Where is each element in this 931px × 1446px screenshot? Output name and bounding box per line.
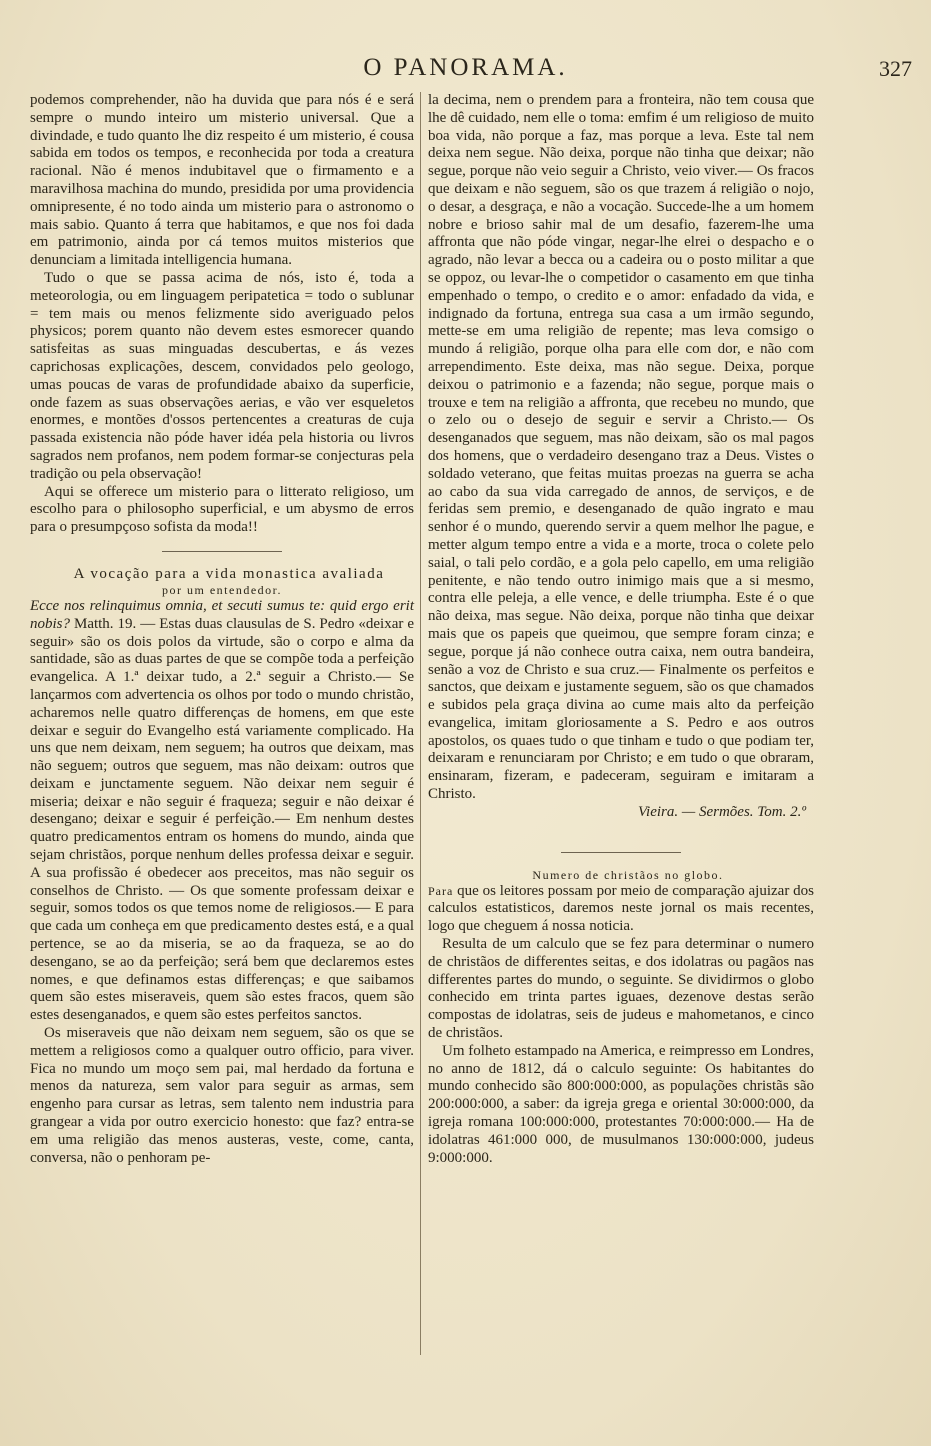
paragraph: podemos comprehender, não ha duvida que para nós é e será sempre o mundo inteiro um misterio universal. Que a divindade, e tudo quanto lhe diz respeito é um misterio, é cousa sabida em todos os tempos, e reconhecida por toda a creatura racional. Não é menos indubitavel que o firmamento e a maravilhosa machina do mundo, presidida por uma providencia omnipresente, é no todo ainda um misterio para o astronomo o mais sabio. Quanto á terra que habitamos, e que nos foi dada em patrimonio, ainda por cá temos muitos misterios que denunciam a limitada intelligencia humana. bbox=[30, 92, 414, 269]
page-number: 327 bbox=[879, 56, 912, 81]
section-heading-line: A vocação para a vida monastica avaliada bbox=[73, 565, 385, 582]
section-rule bbox=[162, 551, 282, 552]
left-column bbox=[30, 92, 414, 1167]
page-title: O PANORAMA. bbox=[363, 54, 568, 81]
section-rule bbox=[561, 852, 681, 853]
paragraph: Aqui se offerece um misterio para o litterato religioso, um escolho para o philosopho superficial, e um abysmo de erros para o presumpçoso sofista da moda!! bbox=[30, 483, 414, 536]
column-divider bbox=[420, 92, 421, 1355]
section-heading-line: por um entendedor. bbox=[162, 582, 282, 597]
paragraph-text: que os leitores possam por meio de comparação ajuizar dos calculos estatisticos, daremos neste jornal os mais recentes, logo que cheguem á nossa noticia. bbox=[428, 882, 814, 935]
drop-word: Para bbox=[428, 883, 454, 898]
paragraph: Resulta de um calculo que se fez para determinar o numero de christãos de differentes seitas, e dos idolatras ou pagãos nas differentes partes do mundo, o seguinte. Se dividirmos o globo conhecido em trinta partes iguaes, dezenove destas serão compostas de idolatras, seis de judeus e mahometanos, e cinco de christãos. bbox=[428, 936, 814, 1042]
paragraph: Um folheto estampado na America, e reimpresso em Londres, no anno de 1812, dá o calculo seguinte: Os habitantes do mundo conhecido são 800:000:000, as populações christãs são 200:000:000, a saber: da igreja grega e oriental 30:000:000, da igreja romana 100:000:000, protestantes 70:000:000.— Ha de idolatras 461:000 000, de musulmanos 130:000:000, judeus 9:000:000. bbox=[428, 1042, 814, 1166]
latin-quote: Ecce nos relinquimus omnia, et secuti sumus te: quid ergo erit nobis? bbox=[30, 597, 414, 632]
paragraph: Tudo o que se passa acima de nós, isto é, toda a meteorologia, ou em linguagem peripatetica = todo o sublunar = tem mais ou menos felizmente sido averiguado pelos physicos; porem quanto não devem estes esmorecer quando satisfeitas as suas minguadas descubertas, e ás vezes caprichosas explicações, descem, convidados pelo geologo, umas poucas de varas de profundidade abaixo da superficie, onde fazem as suas observações aerias, e vão ver esqueletos enormes, e montões d'ossos pertencentes a creaturas de cuja passada existencia não póde haver idéa pela historia ou livros sagrados nem profanos, nem podem formar-se conjecturas pela tradição ou pela observação! bbox=[30, 269, 414, 482]
paragraph: la decima, nem o prendem para a fronteira, não tem cousa que lhe dê cuidado, nem elle o toma: emfim é um religioso de muito boa vida, não porque a faz, mas porque a leva. Este tal nem deixa nem segue. Não deixa, porque não tinha que deixar; não segue, porque não veio seguir a Christo, veio viver.— Os fracos que deixam e não seguem, são os que trazem á religião o nojo, o desar, a desgraça, e não a vocação. Succede-lhe a um homem nobre e brioso sahir mal de um desafio, fazerem-lhe uma affronta que não póde vingar, negar-lhe elrei o despacho e o agrado, não levar a becca ou a cadeira ou o posto militar a que se oppoz, ou levar-lhe o competidor o casamento em que tinha empenhado o tempo, o credito e o amor: enfadado da vida, e indignado da fortuna, entrega sua casa a um irmão segundo, mette-se em uma religião de repente; mas leva comsigo o mundo á religião, porque olha para elle com dor, e não com arrependimento. Este deixa, mas não segue. Deixa, porque deixou o patrimonio e a fazenda; não segue, porque mais o trouxe e tem na religião a affronta, que recebeu no mundo, que o zelo ou o desejo de seguir e servir a Christo.— Os desenganados que seguem, mas não deixam, são os mal pagos dos homens, que o verdadeiro desengano traz a Deus. Vistes o soldado veterano, que feitas muitas proezas na guerra se acha ao cabo da sua vida carregado de annos, de serviços, e de feridas sem premio, e desenganado de quão ingrato e mau senhor é o mundo, querendo servir a quem melhor lhe pague, e metter algum tempo entre a vida e a morte, troca o colete pelo saial, o tali pelo cordão, e a gola pelo capello, em uma religião penitente, e não tendo outro inimigo mais que a si mesmo, contra elle peleja, a elle vence, e delle triumpha. Este é o que não deixa, mas segue. Não deixa, porque não tinha que deixar mais que os papeis que queimou, que sempre foram cinza; e segue, porque já não conhece outra caixa, nem outra bandeira, senão a voz de Christo e sua cruz.— Finalmente os perfeitos e sanctos, que deixam e justamente seguem, são os que chamados e subidos pela graça divina ao cume mais alto da perfeição evangelica, imitam gloriosamente a S. Pedro e aos outros apostolos, os quaes tudo o que tinham e tudo o que podiam ter, deixaram e renunciaram por Christo; e em tudo o que obraram, ensinaram, fizeram, e padeceram, seguiram e imitaram a Christo. bbox=[428, 92, 814, 803]
right-column bbox=[428, 92, 814, 1167]
section-heading: Numero de christãos no globo. bbox=[532, 867, 724, 882]
paragraph-text: Matth. 19. — Estas duas clausulas de S. Pedro «deixar e seguir» são os dois polos da virtude, são o corpo e alma da santidade, são as duas partes de que se compõe toda a perfeição evangelica. A 1.ª deixar tudo, a 2.ª seguir a Christo.— Se lançarmos com advertencia os olhos por todo o mundo christão, acharemos nelle quatro differenças de homens, em que este deixar e seguir do Evangelho está variamente complicado. Ha uns que nem deixam, nem seguem; ha outros que deixam, mas não seguem; outros que seguem, mas não deixam: outros que deixam e junctamente seguem. Não deixar nem seguir é miseria; deixar e não seguir é fraqueza; seguir e não deixar é desengano; deixar e seguir é perfeição.— Em nenhum destes quatro predicamentos entram os homens do mundo, ainda que sejam christãos, porque nenhum delles professa deixar e seguir. A sua profissão é obedecer aos preceitos, mas não seguir os conselhos de Christo. — Os que somente professam deixar e seguir, somos todos os que temos nome de religiosos.— E para que cada um conheça em que predicamento destes está, e a qual pertence, se ao da miseria, se ao da fraqueza, se ao do desengano, se ao da perfeição; será bem que declaremos estes nomes, e que definamos estas differenças; e que saibamos quem são estes miseraveis, quem são estes fracos, quem são estes desenganados, e quem são estes perfeitos sanctos. bbox=[30, 615, 414, 1024]
paragraph: Os miseraveis que não deixam nem seguem, são os que se mettem a religiosos como a qualquer outro officio, para viver. Fica no mundo um moço sem pai, mal herdado da fortuna e menos da natureza, sem valor para seguir as armas, sem engenho para cursar as letras, sem talento nem industria para grangear a vida por outro exercicio honesto: que faz? entra-se em uma religião das menos austeras, veste, come, canta, conversa, não o penhoram pe- bbox=[30, 1025, 414, 1166]
section-heading bbox=[30, 566, 414, 598]
paragraph bbox=[30, 598, 414, 1025]
signature: Vieira. — Sermões. Tom. 2.º bbox=[638, 803, 806, 820]
paragraph bbox=[428, 883, 814, 936]
